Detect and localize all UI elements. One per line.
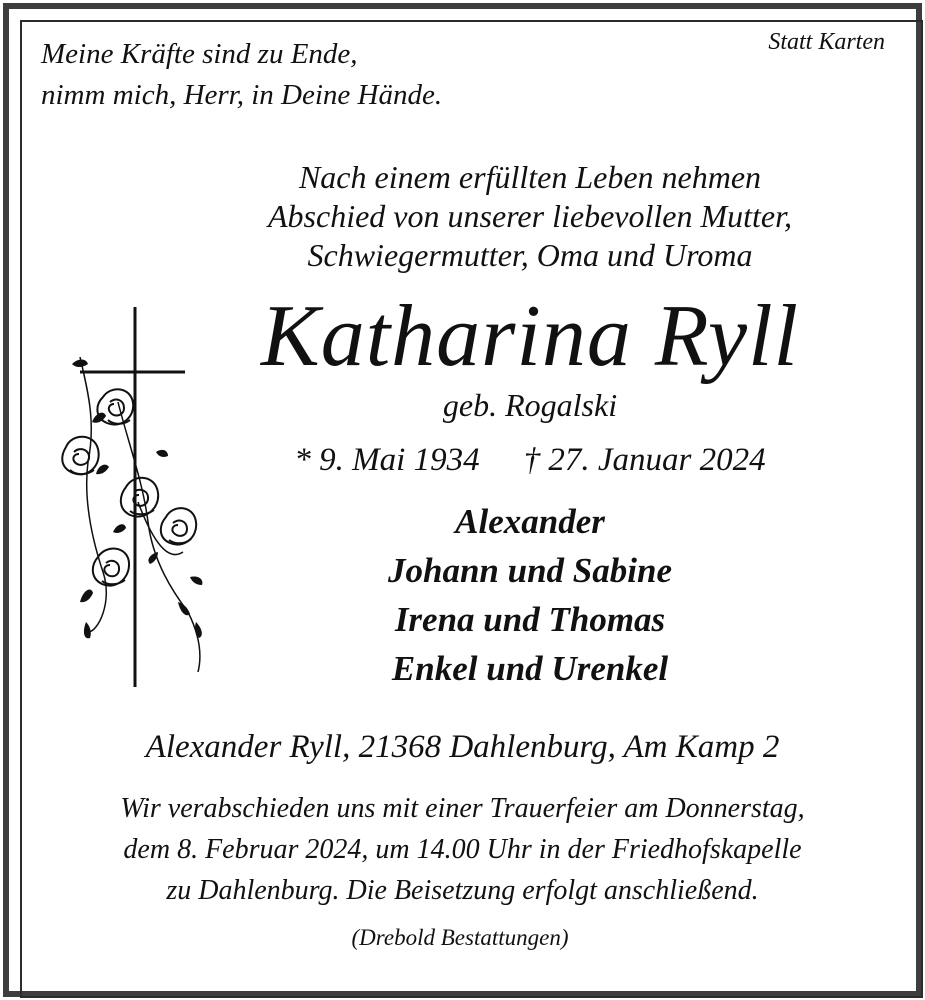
intro-line-2: Abschied von unserer liebevollen Mutter, xyxy=(268,198,792,234)
service-line-3: zu Dahlenburg. Die Beisetzung erfolgt anschließend. xyxy=(166,875,759,906)
service-details xyxy=(40,788,885,911)
family-address: Alexander Ryll, 21368 Dahlenburg, Am Kamp 2 xyxy=(145,729,780,765)
verse-line-2: nimm mich, Herr, in Deine Hände. xyxy=(41,79,443,111)
undertaker-name: (Drebold Bestattungen) xyxy=(351,925,569,950)
service-line-2: dem 8. Februar 2024, um 14.00 Uhr in der Friedhofskapelle xyxy=(123,834,802,865)
mourner-line: Enkel und Urenkel xyxy=(391,649,669,688)
mourners-list xyxy=(290,497,770,693)
birth-name: geb. Rogalski xyxy=(442,387,618,423)
statt-karten-label: Statt Karten xyxy=(768,29,885,55)
intro-line-1: Nach einem erfüllten Leben nehmen xyxy=(298,159,762,195)
mourner-line: Alexander xyxy=(455,502,605,541)
verse xyxy=(41,34,442,116)
mourner-line: Irena und Thomas xyxy=(394,600,666,639)
mourner-line: Johann und Sabine xyxy=(387,551,673,590)
death-date: † 27. Januar 2024 xyxy=(523,442,766,478)
deceased-name: Katharina Ryll xyxy=(261,288,799,385)
life-dates xyxy=(240,442,820,479)
intro-text xyxy=(200,158,860,275)
intro-line-3: Schwiegermutter, Oma und Uroma xyxy=(307,237,753,273)
birth-date: * 9. Mai 1934 xyxy=(294,442,480,478)
service-line-1: Wir verabschieden uns mit einer Trauerfeier am Donnerstag, xyxy=(120,793,805,824)
verse-line-1: Meine Kräfte sind zu Ende, xyxy=(41,38,358,70)
